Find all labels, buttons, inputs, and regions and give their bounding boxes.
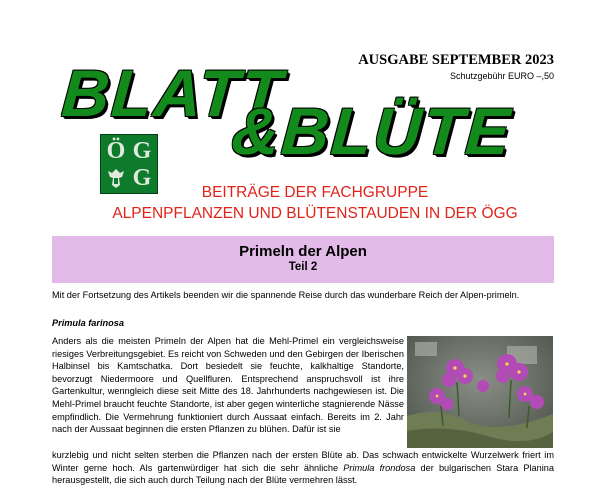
logo-letter-g2: G xyxy=(132,164,152,191)
species-heading: Primula farinosa xyxy=(52,318,124,328)
article-part: Teil 2 xyxy=(288,261,318,273)
subtitle-line-2: ALPENPFLANZEN UND BLÜTENSTAUDEN IN DER ÖGG xyxy=(112,205,518,222)
article-body-full xyxy=(52,449,554,487)
logo-letter-oe: Ö xyxy=(106,137,126,164)
primula-photo xyxy=(407,336,553,448)
issue-date: AUSGABE SEPTEMBER 2023 xyxy=(358,52,554,68)
article-title: Primeln der Alpen xyxy=(239,243,367,260)
article-body-left: Anders als die meisten Primeln der Alpen hat die Mehl-Primel ein vergleichsweise riesiges Verbreitungsgebiet. Es reicht von Schweden und den Gebirgen der Iberischen Halbinsel bis Kamtschatka. Dort besiedelt sie feuchte, kalkhaltige Standorte, bevorzugt Niedermoore und Quellfluren. Entsprechend anspruchsvoll ist ihre Gartenkultur, wenngleich diese seit Mitte des 18. Jahrhunderts nachgewiesen ist. Die Mehl-Primel braucht feuchte Standorte, ist aber gegen winterliche stagnierende Nässe empfindlich. Die Vermehrung funktioniert durch Aussaat einfach. Bereits im 2. Jahr nach der Aussaat beginnen die ersten Pflanzen zu blühen. Dafür ist sie xyxy=(52,336,404,435)
masthead-title-blatt: BLATT xyxy=(59,56,286,130)
body-text-b: der bulgarischen Stara Planina herausgestellt, die sich auch durch Teilung nach der Blüte vermehren lässt. xyxy=(52,462,554,486)
masthead-title-bluete: &BLÜTE xyxy=(229,94,515,168)
species-name-inline: Primula frondosa xyxy=(343,462,416,473)
body-text-a: kurzlebig und nicht selten sterben die Pflanzen nach der ersten Blüte ab. Das schwach entwickelte Wurzelwerk friert im Winter gerne hoch. Als gartenwürdiger hat sich die sehr ähnliche xyxy=(52,450,554,473)
subtitle-line-1: BEITRÄGE DER FACHGRUPPE xyxy=(201,184,429,201)
article-intro: Mit der Fortsetzung des Artikels beenden wir die spannende Reise durch das wunderbare Reich der Alpen-primeln. xyxy=(52,290,520,300)
fee-note: Schutzgebühr EURO –,50 xyxy=(449,71,554,81)
article-header-band xyxy=(52,236,554,283)
logo-letter-g1: G xyxy=(132,137,152,164)
